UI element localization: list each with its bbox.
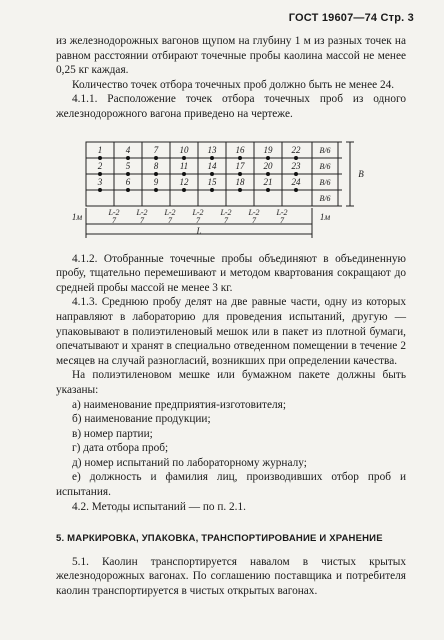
spacing-label: 7 bbox=[112, 215, 116, 225]
list-item: г) дата отбора проб; bbox=[72, 442, 169, 455]
paragraph: 4.1.1. Расположение точек отбора точечных проб из одного железнодорожного вагона приведено на чертеже. bbox=[56, 93, 406, 120]
list-item: б) наименование продукции; bbox=[72, 413, 211, 426]
point-number: 2 bbox=[97, 160, 103, 171]
point-number: 3 bbox=[97, 176, 103, 187]
side-label: В/6 bbox=[319, 193, 331, 203]
spacing-label: 7 bbox=[280, 215, 284, 225]
point-number: 17 bbox=[235, 160, 245, 171]
spacing-label: L-2 bbox=[192, 207, 204, 217]
spacing-label: 7 bbox=[168, 215, 172, 225]
side-label: В/6 bbox=[319, 145, 331, 155]
spacing-label: L-2 bbox=[164, 207, 176, 217]
spacing-label: 7 bbox=[140, 215, 144, 225]
point-number: 4 bbox=[125, 144, 131, 155]
point-number: 13 bbox=[207, 144, 217, 155]
spacing-label: L-2 bbox=[108, 207, 120, 217]
document-body bbox=[56, 34, 406, 599]
point-number: 16 bbox=[235, 144, 245, 155]
list-item: а) наименование предприятия-изготовителя; bbox=[72, 398, 286, 411]
point-number: 10 bbox=[179, 144, 189, 155]
paragraph: Количество точек отбора точечных проб должно быть не менее 24. bbox=[72, 78, 395, 91]
point-number: 12 bbox=[179, 176, 189, 187]
paragraph: 5.1. Каолин транспортируется навалом в чистых крытых железнодорожных вагонах. По соглашению поставщика и потребителя каолин транспортируется в чистых открытых вагонах. bbox=[56, 555, 406, 598]
width-label: В bbox=[358, 168, 364, 179]
length-label: L bbox=[196, 225, 202, 236]
point-number: 6 bbox=[125, 176, 131, 187]
paragraph: 4.1.2. Отобранные точечные пробы объединяют в объединенную пробу, тщательно перемешивают и методом квартования сокращают до средней пробы массой не менее 3 кг. bbox=[56, 252, 406, 294]
side-label: В/6 bbox=[319, 161, 331, 171]
point-number: 23 bbox=[291, 160, 301, 171]
point-number: 19 bbox=[263, 144, 273, 155]
point-number: 14 bbox=[207, 160, 217, 171]
spacing-label: L-2 bbox=[136, 207, 148, 217]
paragraph: 4.2. Методы испытаний — по п. 2.1. bbox=[72, 500, 246, 513]
sampling-points-drawing bbox=[46, 130, 406, 246]
list-item: в) номер партии; bbox=[72, 427, 153, 440]
spacing-label: L-2 bbox=[248, 207, 260, 217]
spacing-label: L-2 bbox=[220, 207, 232, 217]
point-number: 1 bbox=[97, 144, 103, 155]
point-number: 8 bbox=[153, 160, 159, 171]
point-number: 18 bbox=[235, 176, 245, 187]
spacing-label: L-2 bbox=[276, 207, 288, 217]
list-item: е) должность и фамилия лиц, производивших отбор проб и испытания. bbox=[56, 471, 406, 499]
end-label: 1м bbox=[319, 211, 331, 222]
paragraph: На полиэтиленовом мешке или бумажном пакете должны быть указаны: bbox=[56, 369, 406, 396]
point-number: 11 bbox=[179, 160, 189, 171]
paragraph: из железнодорожных вагонов щупом на глубину 1 м из разных точек на равном расстоянии отбирают точечные пробы каолина массой не менее 0,25 кг каждая. bbox=[56, 35, 406, 77]
side-label: В/6 bbox=[319, 177, 331, 187]
point-number: 7 bbox=[153, 144, 159, 155]
spacing-label: 7 bbox=[196, 215, 200, 225]
point-number: 21 bbox=[263, 176, 273, 187]
point-number: 5 bbox=[125, 160, 131, 171]
point-number: 20 bbox=[263, 160, 273, 171]
list-item: д) номер испытаний по лабораторному журналу; bbox=[72, 456, 307, 469]
section-heading: 5. МАРКИРОВКА, УПАКОВКА, ТРАНСПОРТИРОВАНИЕ И ХРАНЕНИЕ bbox=[56, 533, 383, 545]
page-header: ГОСТ 19607—74 Стр. 3 bbox=[288, 12, 414, 24]
paragraph: 4.1.3. Среднюю пробу делят на две равные части, одну из которых направляют в лабораторию для проведения испытаний, другую — упаковывают в полиэтиленовый мешок или в пакет из плотной бумаги, опечатывают и хранят в специально отведенном помещении в течение 2 месяцев на случай разногласий, возникших при определении качества. bbox=[56, 296, 406, 367]
spacing-label: 7 bbox=[224, 215, 228, 225]
point-number: 24 bbox=[291, 176, 301, 187]
end-label: 1м bbox=[71, 211, 83, 222]
spacing-label: 7 bbox=[252, 215, 256, 225]
point-number: 22 bbox=[291, 144, 301, 155]
point-number: 15 bbox=[207, 176, 217, 187]
point-number: 9 bbox=[153, 176, 159, 187]
